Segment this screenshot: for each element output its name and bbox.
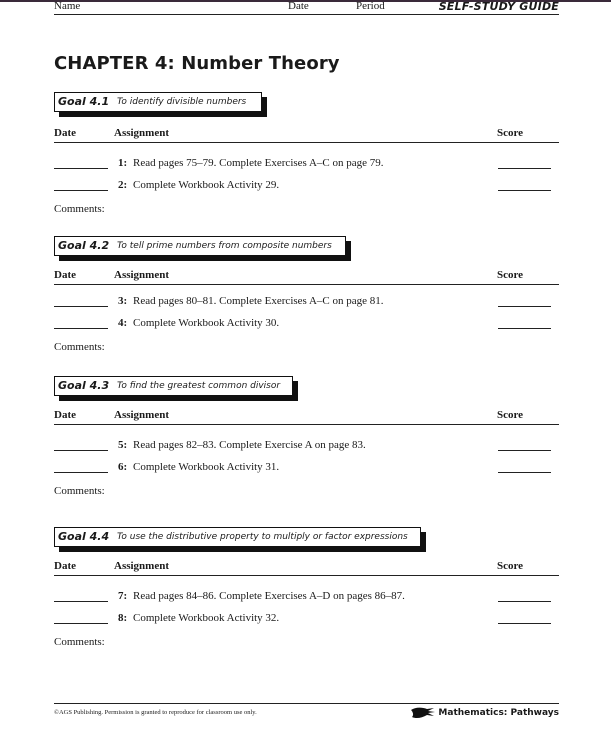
column-header [54, 408, 559, 425]
score-column-header: Score [497, 560, 524, 572]
assignment-text: Read pages 80–81. Complete Exercises A–C on page 81. [133, 295, 384, 307]
score-column-header: Score [497, 269, 524, 281]
goal-text: To tell prime numbers from composite numbers [117, 241, 332, 251]
assignment-number: 5: [118, 439, 128, 451]
assignment-row [54, 611, 559, 627]
date-column-header: Date [54, 560, 76, 572]
assignment-text: Complete Workbook Activity 29. [133, 179, 280, 191]
date-blank[interactable] [54, 472, 108, 473]
assignment-number: 8: [118, 612, 128, 624]
name-field-label: Name [54, 0, 81, 12]
date-blank[interactable] [54, 450, 108, 451]
assignment-number: 6: [118, 461, 128, 473]
score-column-header: Score [497, 409, 524, 421]
assignment-column-header: Assignment [114, 409, 170, 421]
assignment-text: Complete Workbook Activity 32. [133, 612, 280, 624]
goal-text: To find the greatest common divisor [117, 381, 281, 391]
goal-box [54, 236, 346, 256]
footer-brand [410, 706, 559, 720]
assignment-column-header: Assignment [114, 269, 170, 281]
footer-divider [54, 703, 559, 704]
column-header [54, 268, 559, 285]
score-blank[interactable] [498, 306, 551, 307]
date-blank[interactable] [54, 190, 108, 191]
comments-label: Comments: [54, 203, 105, 215]
goal-box [54, 376, 293, 396]
score-column-header: Score [497, 127, 524, 139]
guide-title: SELF-STUDY GUIDE [438, 0, 559, 13]
column-header [54, 559, 559, 576]
date-column-header: Date [54, 269, 76, 281]
date-column-header: Date [54, 127, 76, 139]
score-blank[interactable] [498, 623, 551, 624]
assignment-text: Read pages 75–79. Complete Exercises A–C on page 79. [133, 157, 384, 169]
score-blank[interactable] [498, 450, 551, 451]
goal-label: Goal 4.1 [58, 95, 110, 108]
assignment-number: 2: [118, 179, 128, 191]
assignment-row [54, 589, 559, 605]
score-blank[interactable] [498, 190, 551, 191]
goal-label: Goal 4.4 [58, 530, 110, 543]
assignment-row [54, 156, 559, 172]
goal-text: To identify divisible numbers [117, 97, 247, 107]
copyright-notice: ©AGS Publishing. Permission is granted to reproduce for classroom use only. [54, 709, 257, 716]
score-blank[interactable] [498, 168, 551, 169]
date-blank[interactable] [54, 168, 108, 169]
assignment-row [54, 316, 559, 332]
assignment-column-header: Assignment [114, 127, 170, 139]
goal-box [54, 527, 421, 547]
goal-box [54, 92, 262, 112]
assignment-column-header: Assignment [114, 560, 170, 572]
date-blank[interactable] [54, 601, 108, 602]
period-field-label: Period [356, 0, 385, 12]
date-blank[interactable] [54, 623, 108, 624]
score-blank[interactable] [498, 328, 551, 329]
brand-name: Mathematics: Pathways [438, 708, 559, 718]
column-header [54, 126, 559, 143]
assignment-text: Read pages 84–86. Complete Exercises A–D on pages 86–87. [133, 590, 405, 602]
assignment-row [54, 178, 559, 194]
comments-label: Comments: [54, 485, 105, 497]
comments-label: Comments: [54, 636, 105, 648]
date-field-label: Date [288, 0, 309, 12]
assignment-row [54, 294, 559, 310]
assignment-number: 3: [118, 295, 128, 307]
date-blank[interactable] [54, 306, 108, 307]
goal-label: Goal 4.3 [58, 379, 110, 392]
date-column-header: Date [54, 409, 76, 421]
assignment-row [54, 438, 559, 454]
assignment-row [54, 460, 559, 476]
assignment-text: Read pages 82–83. Complete Exercise A on page 83. [133, 439, 366, 451]
score-blank[interactable] [498, 472, 551, 473]
date-blank[interactable] [54, 328, 108, 329]
assignment-number: 7: [118, 590, 128, 602]
goal-label: Goal 4.2 [58, 239, 110, 252]
score-blank[interactable] [498, 601, 551, 602]
goal-text: To use the distributive property to multiply or factor expressions [117, 532, 408, 542]
ags-logo-icon [410, 706, 436, 720]
assignment-number: 1: [118, 157, 128, 169]
chapter-title: CHAPTER 4: Number Theory [54, 53, 340, 74]
comments-label: Comments: [54, 341, 105, 353]
assignment-number: 4: [118, 317, 128, 329]
header-row [54, 0, 559, 15]
assignment-text: Complete Workbook Activity 31. [133, 461, 280, 473]
assignment-text: Complete Workbook Activity 30. [133, 317, 280, 329]
